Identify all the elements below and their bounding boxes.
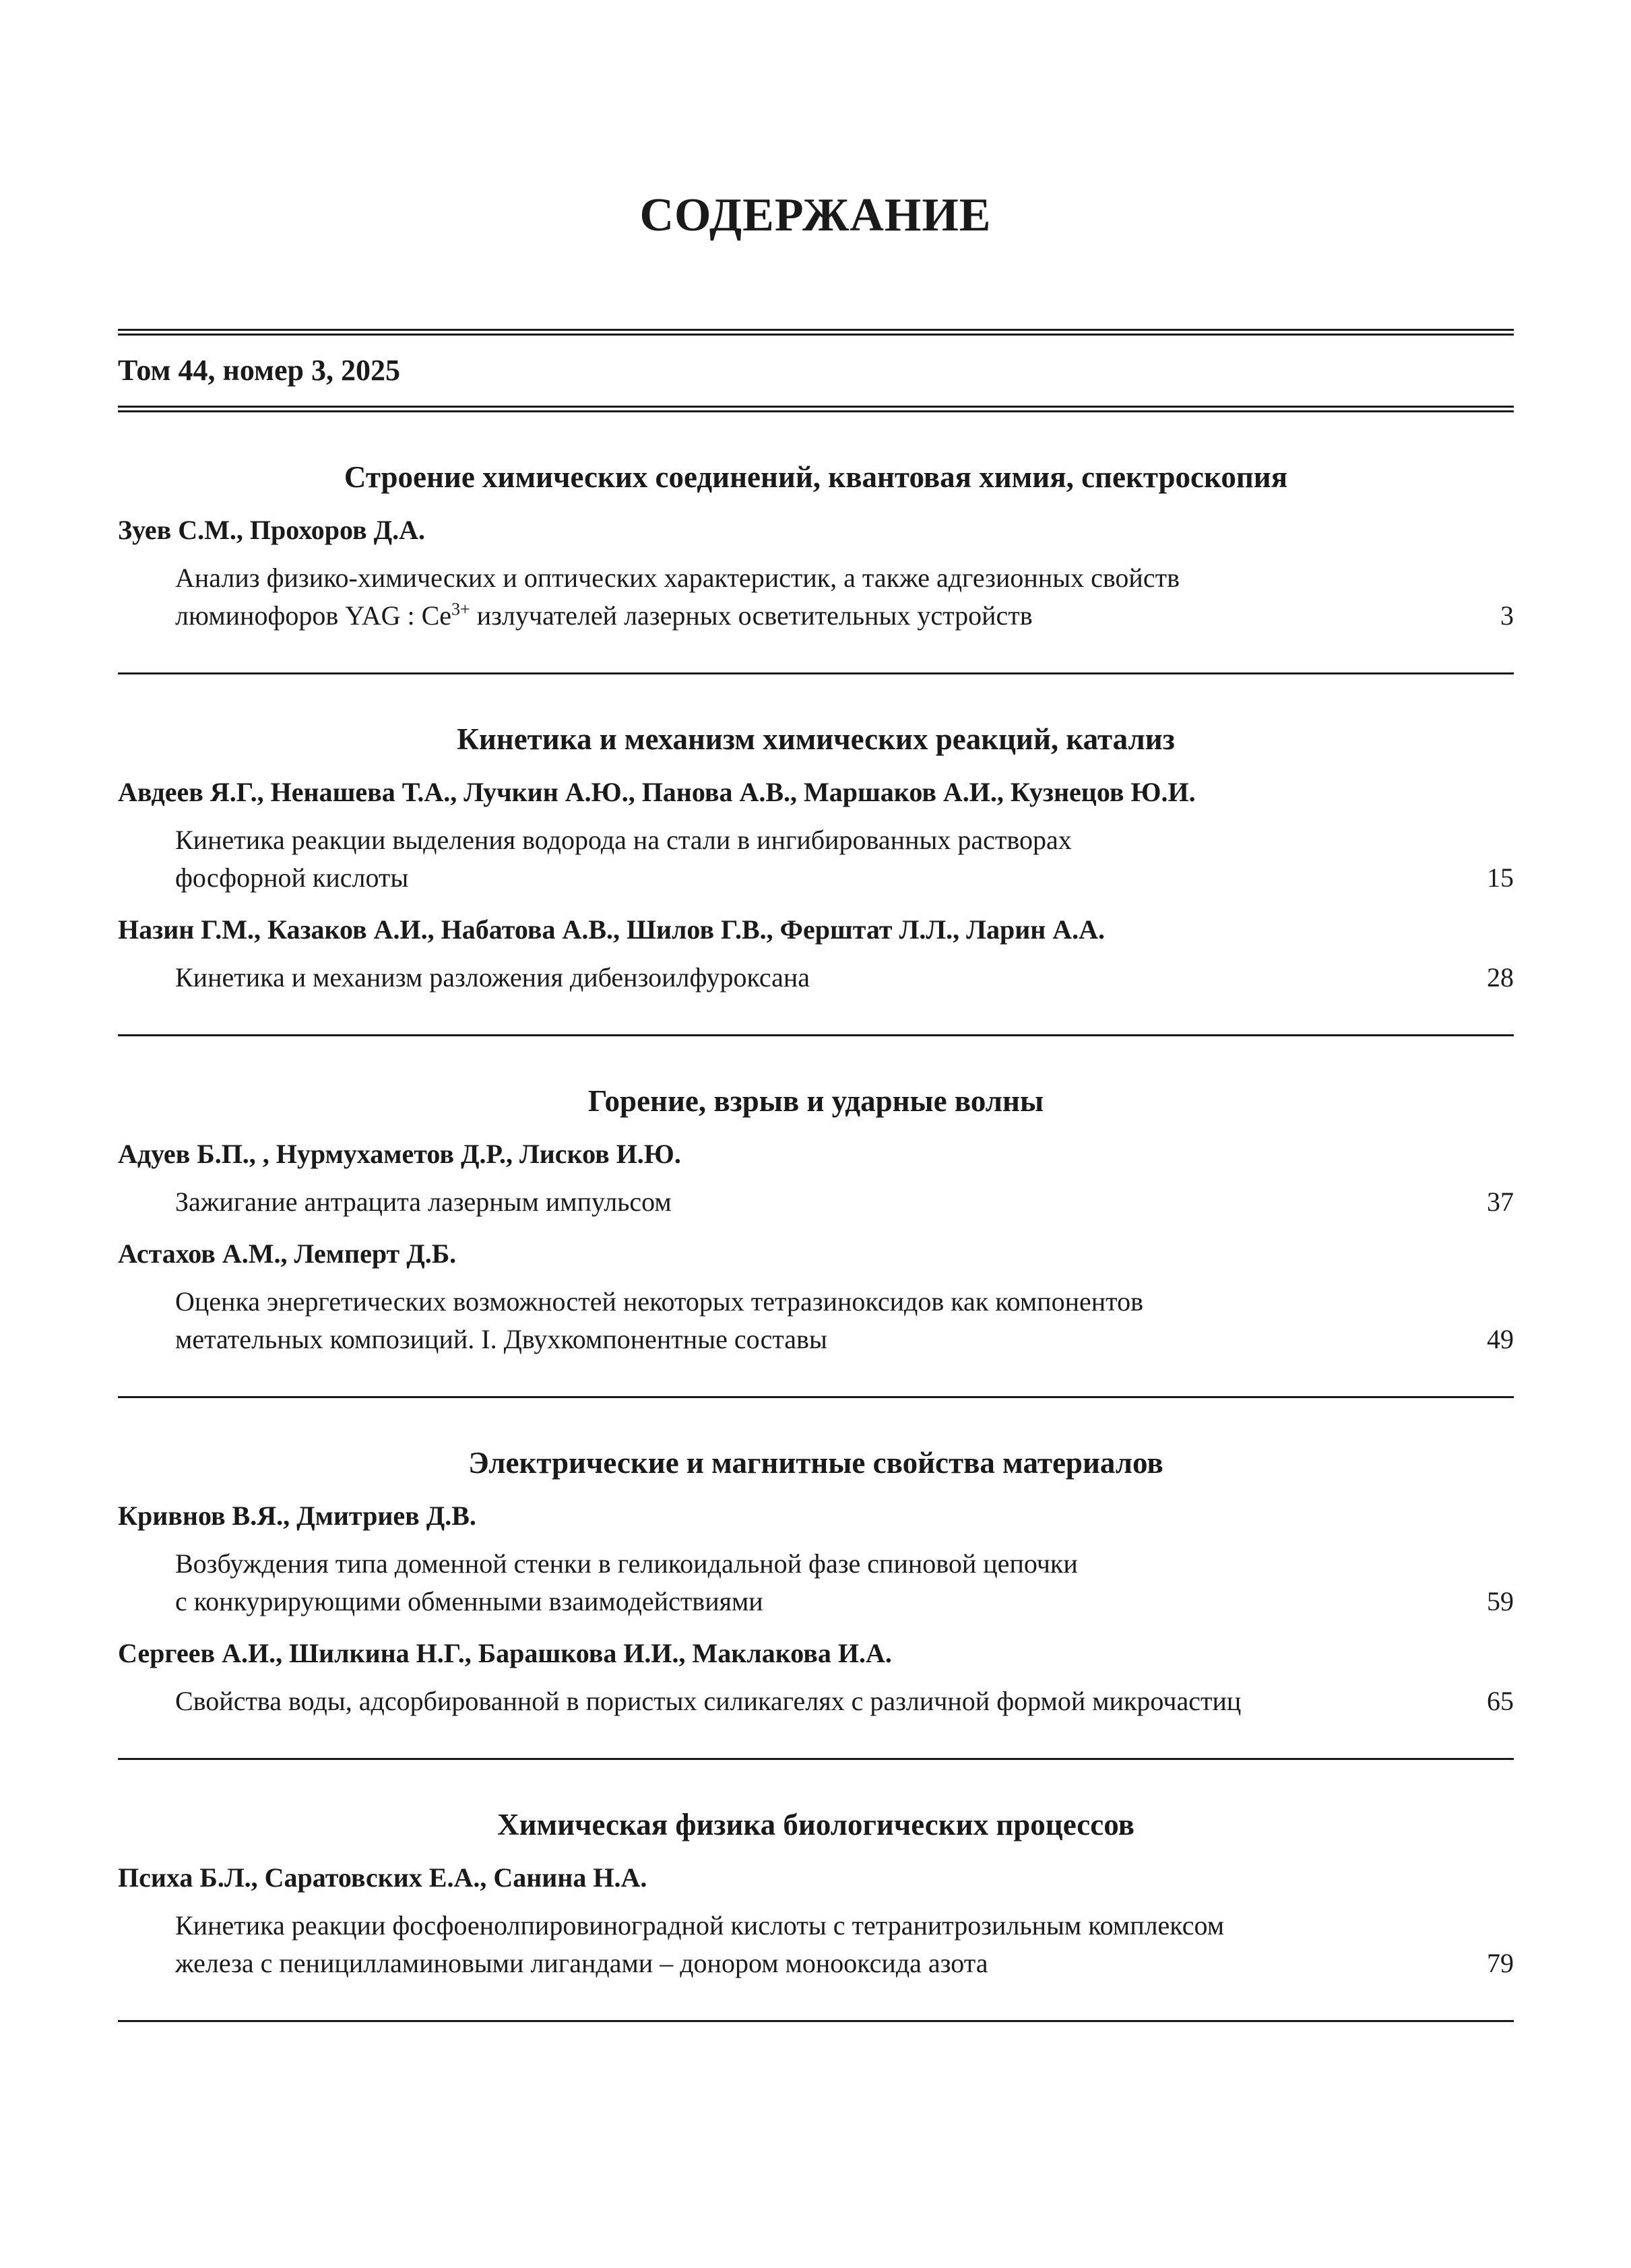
toc-section (118, 1804, 1514, 2022)
issue-info: Том 44, номер 3, 2025 (118, 354, 400, 387)
article-title (118, 1183, 1421, 1221)
article-title-line: железа с пеницилламиновыми лигандами – донором монооксида азота (175, 1948, 988, 1978)
article-authors: Кривнов В.Я., Дмитриев Д.В. (118, 1501, 476, 1531)
section-divider (118, 1034, 1514, 1036)
article-entry[interactable] (118, 821, 1514, 897)
article-authors: Авдеев Я.Г., Ненашева Т.А., Лучкин А.Ю., Панова А.В., Маршаков А.И., Кузнецов Ю.И. (118, 777, 1196, 807)
article-title-line: Возбуждения типа доменной стенки в геликоидальной фазе спиновой цепочки (175, 1548, 1078, 1579)
article-title (118, 1545, 1421, 1620)
page-number: 37 (1487, 1187, 1514, 1217)
article-title-line: с конкурирующими обменными взаимодействиями (175, 1586, 763, 1616)
table-of-contents (118, 329, 1514, 2022)
section-title: Кинетика и механизм химических реакций, катализ (457, 722, 1175, 756)
article-title-text: люминофоров YAG : Ce (175, 600, 452, 631)
section-divider (118, 1758, 1514, 1760)
article-authors: Адуев Б.П., , Нурмухаметов Д.Р., Лисков И.Ю. (118, 1139, 681, 1169)
page-title: СОДЕРЖАНИЕ (639, 189, 992, 241)
article-authors: Зуев С.М., Прохоров Д.А. (118, 515, 425, 545)
top-double-rule (118, 329, 1514, 336)
article-entry[interactable] (118, 559, 1514, 635)
article-entry[interactable] (118, 1545, 1514, 1620)
section-divider (118, 1396, 1514, 1398)
article-title (118, 821, 1421, 897)
article-title-line: Зажигание антрацита лазерным импульсом (175, 1187, 672, 1217)
article-title (118, 559, 1421, 635)
page-number: 28 (1487, 962, 1514, 993)
article-title-line: метательных композиций. I. Двухкомпонентные составы (175, 1324, 827, 1354)
article-title (118, 1907, 1421, 1982)
article-title (118, 959, 1421, 997)
article-entry[interactable] (118, 1183, 1514, 1221)
page-number: 59 (1487, 1586, 1514, 1616)
toc-section (118, 1443, 1514, 1760)
article-entry[interactable] (118, 1682, 1514, 1720)
article-entry[interactable] (118, 959, 1514, 997)
section-divider (118, 672, 1514, 674)
superscript-charge: 3+ (451, 599, 470, 619)
page-number: 65 (1487, 1686, 1514, 1716)
article-entry[interactable] (118, 1283, 1514, 1358)
article-title-line: Оценка энергетических возможностей некоторых тетразиноксидов как компонентов (175, 1286, 1143, 1317)
article-title-text: излучателей лазерных осветительных устройств (470, 600, 1033, 631)
page-number: 3 (1500, 600, 1514, 631)
toc-section (118, 1081, 1514, 1398)
article-title (118, 1682, 1421, 1720)
article-authors: Астахов А.М., Лемперт Д.Б. (118, 1238, 457, 1269)
toc-section (118, 457, 1514, 674)
section-title: Горение, взрыв и ударные волны (587, 1084, 1044, 1118)
article-authors: Психа Б.Л., Саратовских Е.А., Санина Н.А. (118, 1862, 647, 1893)
article-title-line: Кинетика реакции выделения водорода на стали в ингибированных растворах (175, 825, 1072, 855)
article-title-line: Кинетика реакции фосфоенолпировиноградной кислоты с тетранитрозильным комплексом (175, 1910, 1225, 1941)
article-authors: Сергеев А.И., Шилкина Н.Г., Барашкова И.И., Маклакова И.А. (118, 1638, 892, 1668)
section-title: Электрические и магнитные свойства материалов (468, 1446, 1163, 1480)
issue-double-rule (118, 406, 1514, 412)
article-title-line: Анализ физико-химических и оптических характеристик, а также адгезионных свойств (175, 563, 1180, 593)
page-number: 79 (1487, 1948, 1514, 1978)
article-title (118, 1283, 1421, 1358)
page-number: 15 (1487, 862, 1514, 893)
section-divider (118, 2020, 1514, 2022)
article-title-line: Кинетика и механизм разложения дибензоилфуроксана (175, 962, 810, 993)
article-authors: Назин Г.М., Казаков А.И., Набатова А.В., Шилов Г.В., Ферштат Л.Л., Ларин А.А. (118, 914, 1106, 945)
article-entry[interactable] (118, 1907, 1514, 1982)
page-number: 49 (1487, 1324, 1514, 1354)
article-title-line: фосфорной кислоты (175, 862, 409, 893)
toc-section (118, 719, 1514, 1036)
article-title-line: Свойства воды, адсорбированной в пористых силикагелях с различной формой микрочастиц (175, 1686, 1242, 1716)
article-title-line (175, 597, 1421, 635)
section-title: Химическая физика биологических процессов (497, 1808, 1134, 1841)
section-title: Строение химических соединений, квантовая химия, спектроскопия (344, 460, 1288, 494)
